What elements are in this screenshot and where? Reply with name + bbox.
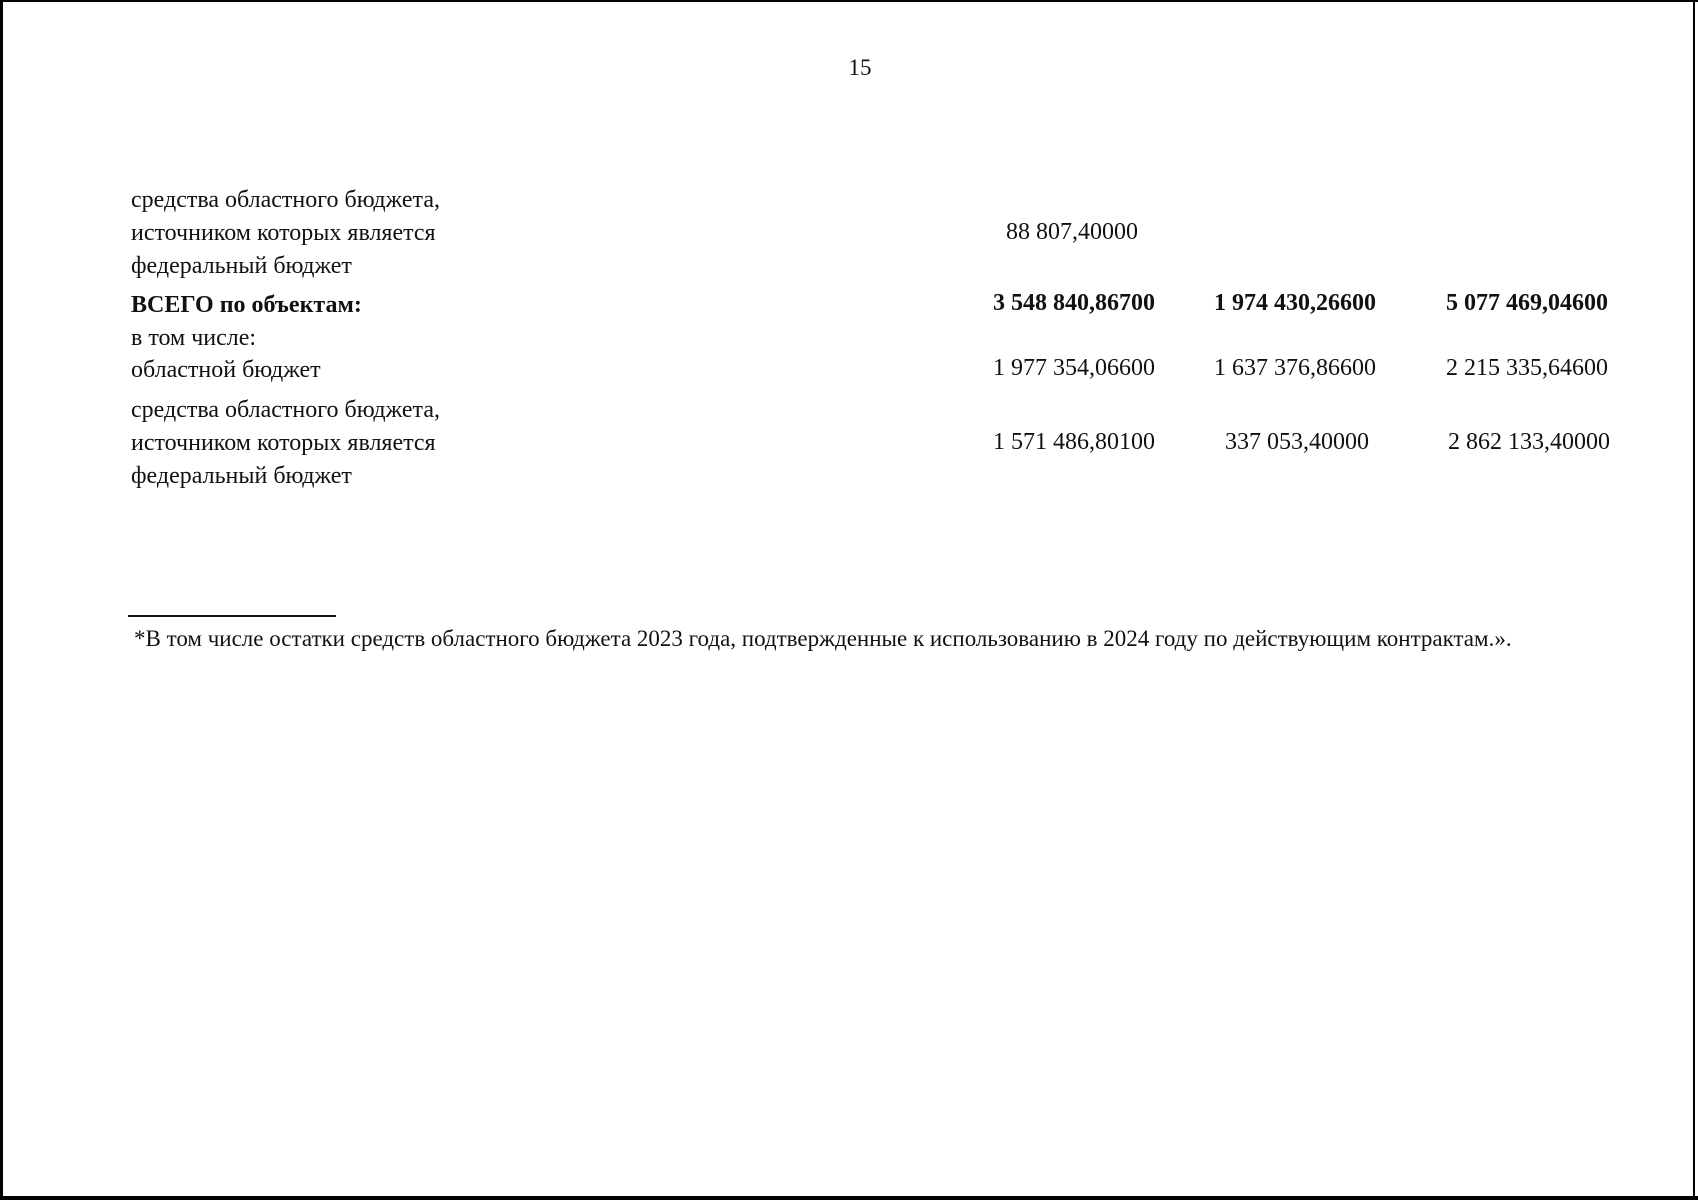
value-regional-budget-col1: 1 977 354,06600 <box>993 355 1155 381</box>
row-label-federal-share-line-1: средства областного бюджета, <box>131 187 440 213</box>
row-label-regional-budget: областной бюджет <box>131 357 321 383</box>
row-label-federal-share-total-line-3: федеральный бюджет <box>131 463 352 489</box>
row-label-federal-share-total-line-2: источником которых является <box>131 430 436 456</box>
page-number: 15 <box>848 55 872 80</box>
scan-border-top <box>0 0 1698 2</box>
footnote-text: *В том числе остатки средств областного бюджета 2023 года, подтвержденные к использованию в 2024 году по действующим контрактам.». <box>134 626 1512 651</box>
row-label-federal-share-line-2: источником которых является <box>131 220 436 246</box>
row-label-federal-share-total-line-1: средства областного бюджета, <box>131 397 440 423</box>
value-regional-budget-col3: 2 215 335,64600 <box>1446 355 1608 381</box>
row-label-total: ВСЕГО по объектам: <box>131 292 362 318</box>
value-federal-share-total-col1: 1 571 486,80100 <box>993 429 1155 455</box>
value-total-col1: 3 548 840,86700 <box>993 290 1155 316</box>
value-regional-budget-col2: 1 637 376,86600 <box>1214 355 1376 381</box>
row-label-federal-share-line-3: федеральный бюджет <box>131 253 352 279</box>
value-total-col2: 1 974 430,26600 <box>1214 290 1376 316</box>
scan-border-right <box>1693 0 1695 1200</box>
value-federal-share-first-col1: 88 807,40000 <box>1006 219 1138 245</box>
scan-border-bottom <box>0 1196 1698 1200</box>
value-federal-share-total-col3: 2 862 133,40000 <box>1448 429 1610 455</box>
row-label-including: в том числе: <box>131 325 257 351</box>
scan-border-left <box>0 0 3 1200</box>
value-federal-share-total-col2: 337 053,40000 <box>1225 429 1369 455</box>
value-total-col3: 5 077 469,04600 <box>1446 290 1608 316</box>
footnote-separator <box>128 615 336 617</box>
